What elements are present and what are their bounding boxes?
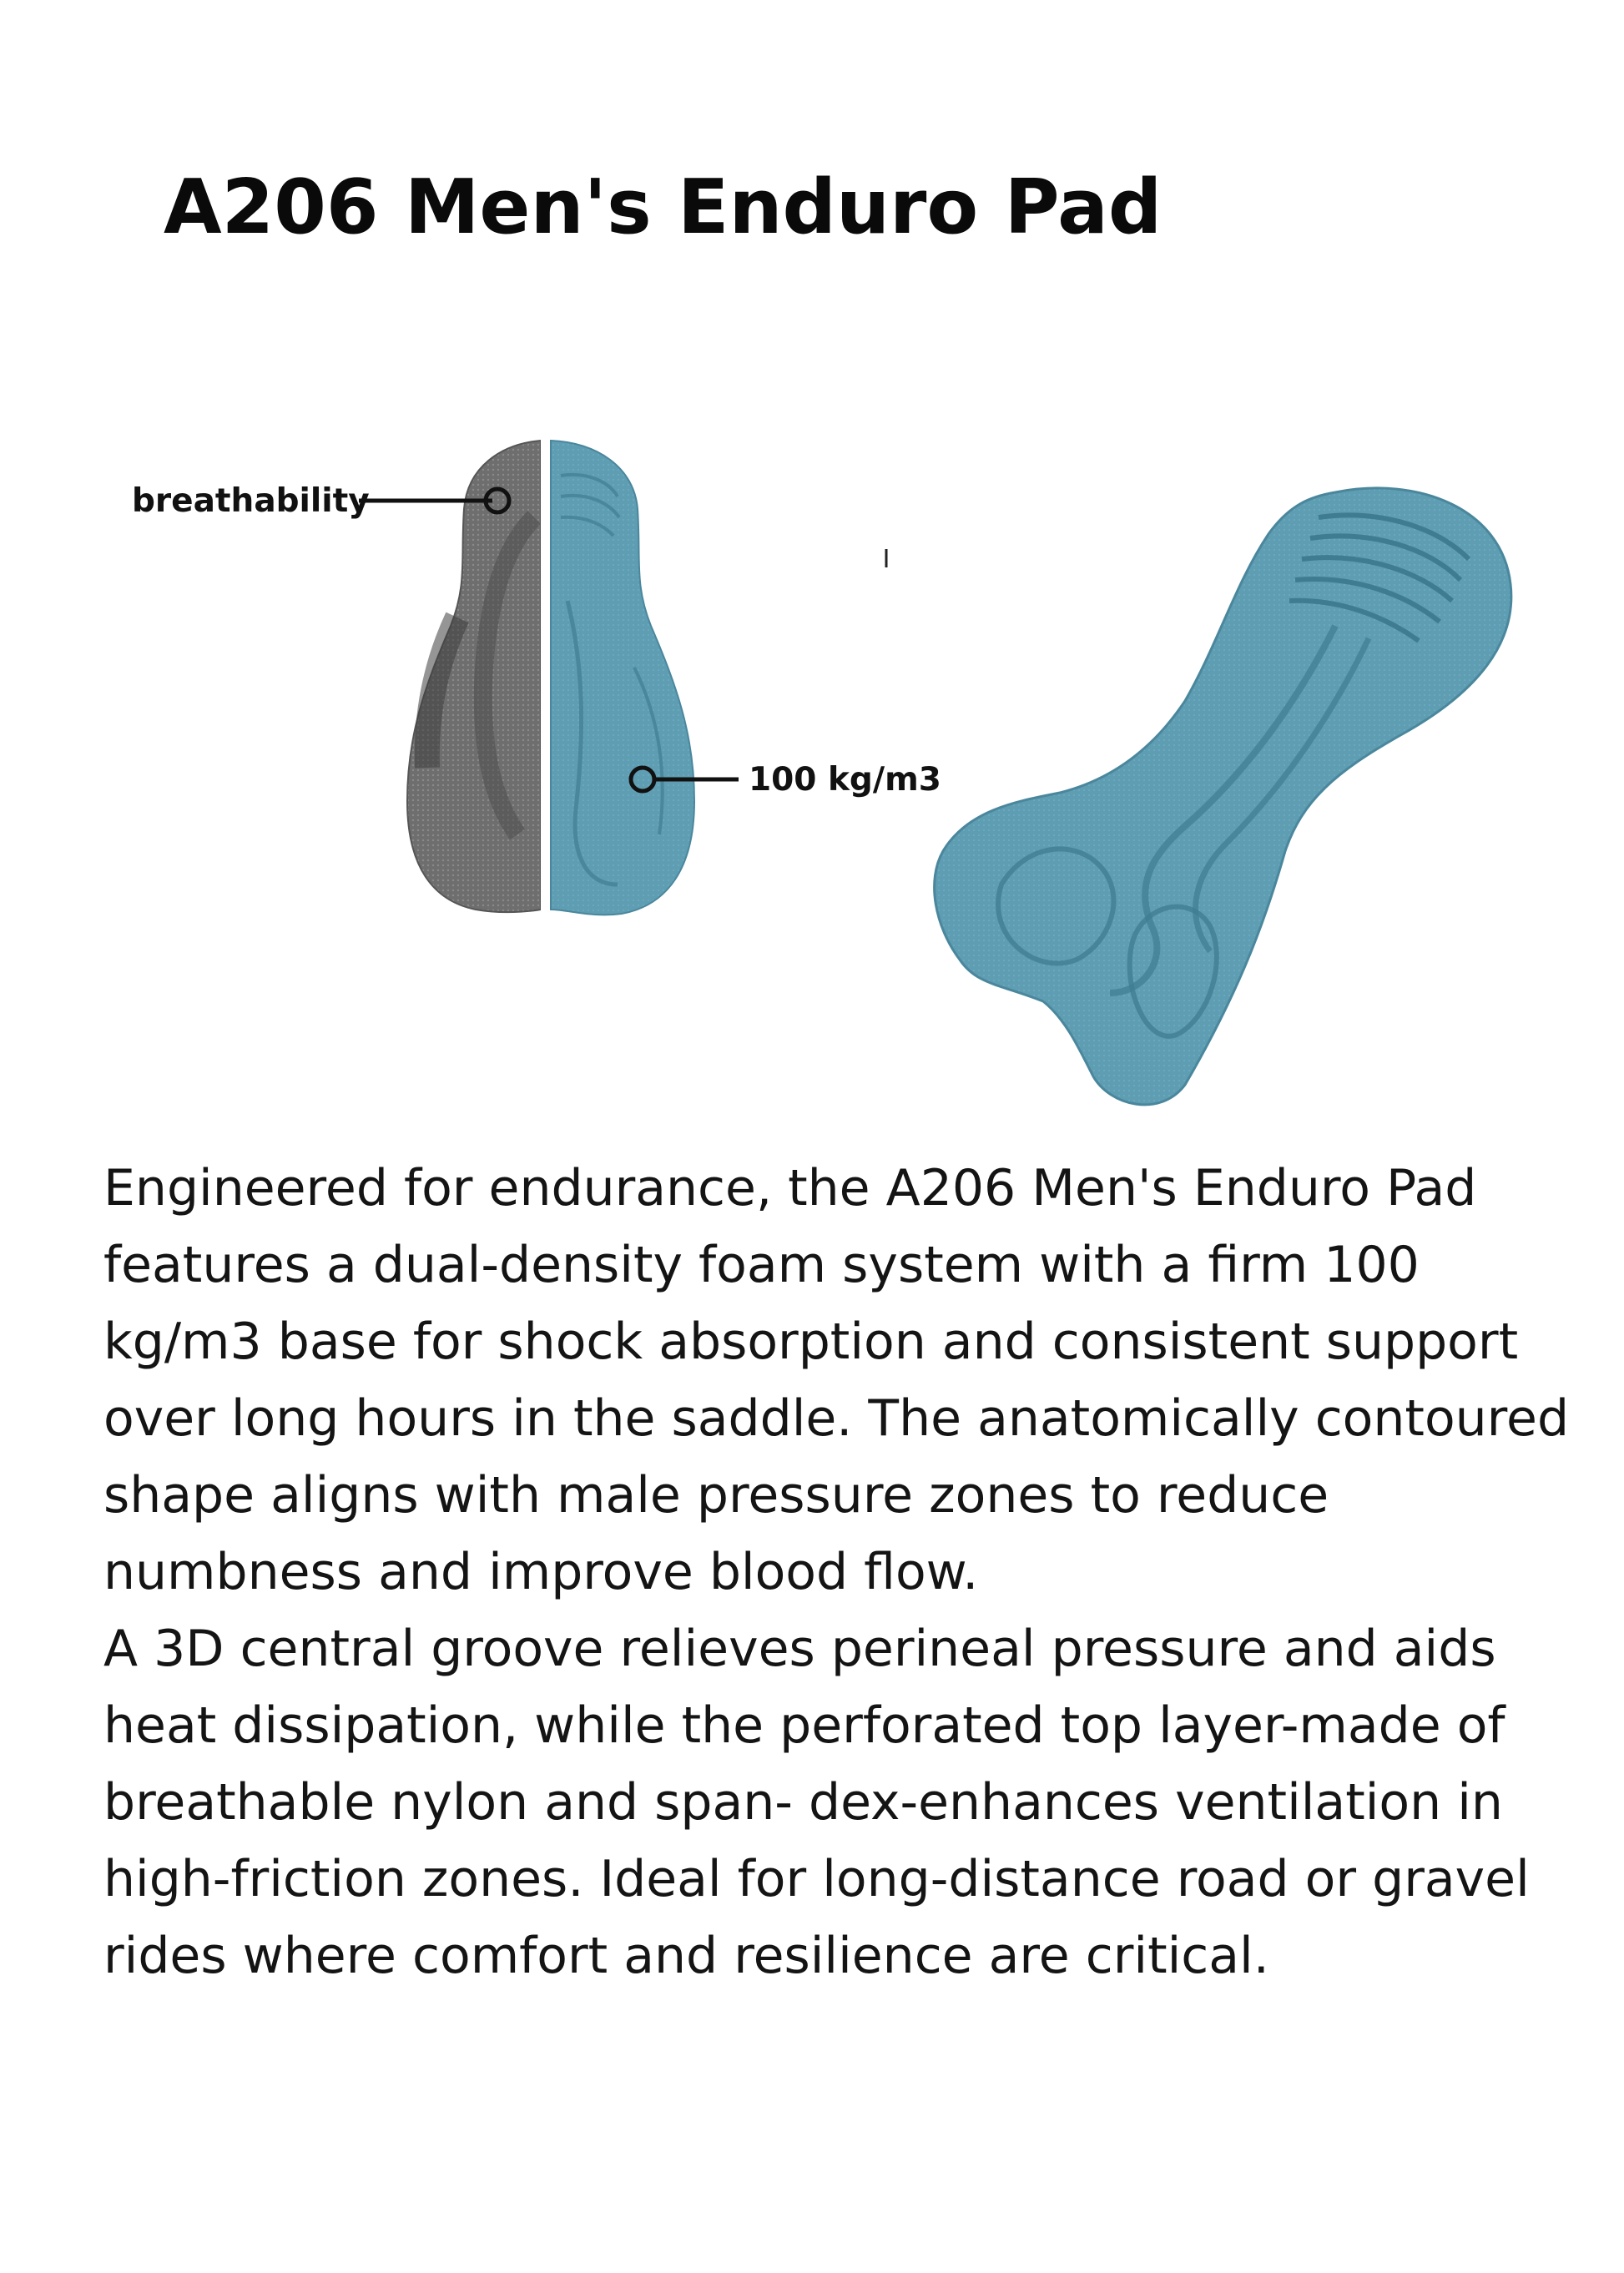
description-paragraph: Engineered for endurance, the A206 Men's Enduro Pad features a dual-density foam system with a firm 100 kg/m3 base for shock absorption and consistent support over long hours in the saddle. The anatomically contoured shape aligns with male pressure zones to reduce numbness and improve blood flow.: [103, 1159, 1570, 1601]
callout-label-breathability: breathability: [132, 482, 370, 520]
product-figure: [0, 417, 1624, 1135]
pad-cross-section-grey-half: [407, 441, 541, 912]
product-description: [103, 1150, 1572, 1994]
description-paragraph: A 3D central groove relieves perineal pressure and aids heat dissipation, while the perforated top layer-made of breathable nylon and span- dex-enhances ventilation in high-friction zones. Ideal for long-distance road or gravel rides where comfort and resilience are critical.: [103, 1620, 1530, 1985]
page-title: A206 Men's Enduro Pad: [164, 164, 1163, 251]
pad-3d-view: [935, 488, 1511, 1105]
cross-section-divider: [541, 437, 551, 913]
callout-breathability: [359, 489, 509, 512]
callout-label-density: 100 kg/m3: [749, 761, 941, 799]
pad-cross-section-blue-half: [551, 441, 694, 915]
